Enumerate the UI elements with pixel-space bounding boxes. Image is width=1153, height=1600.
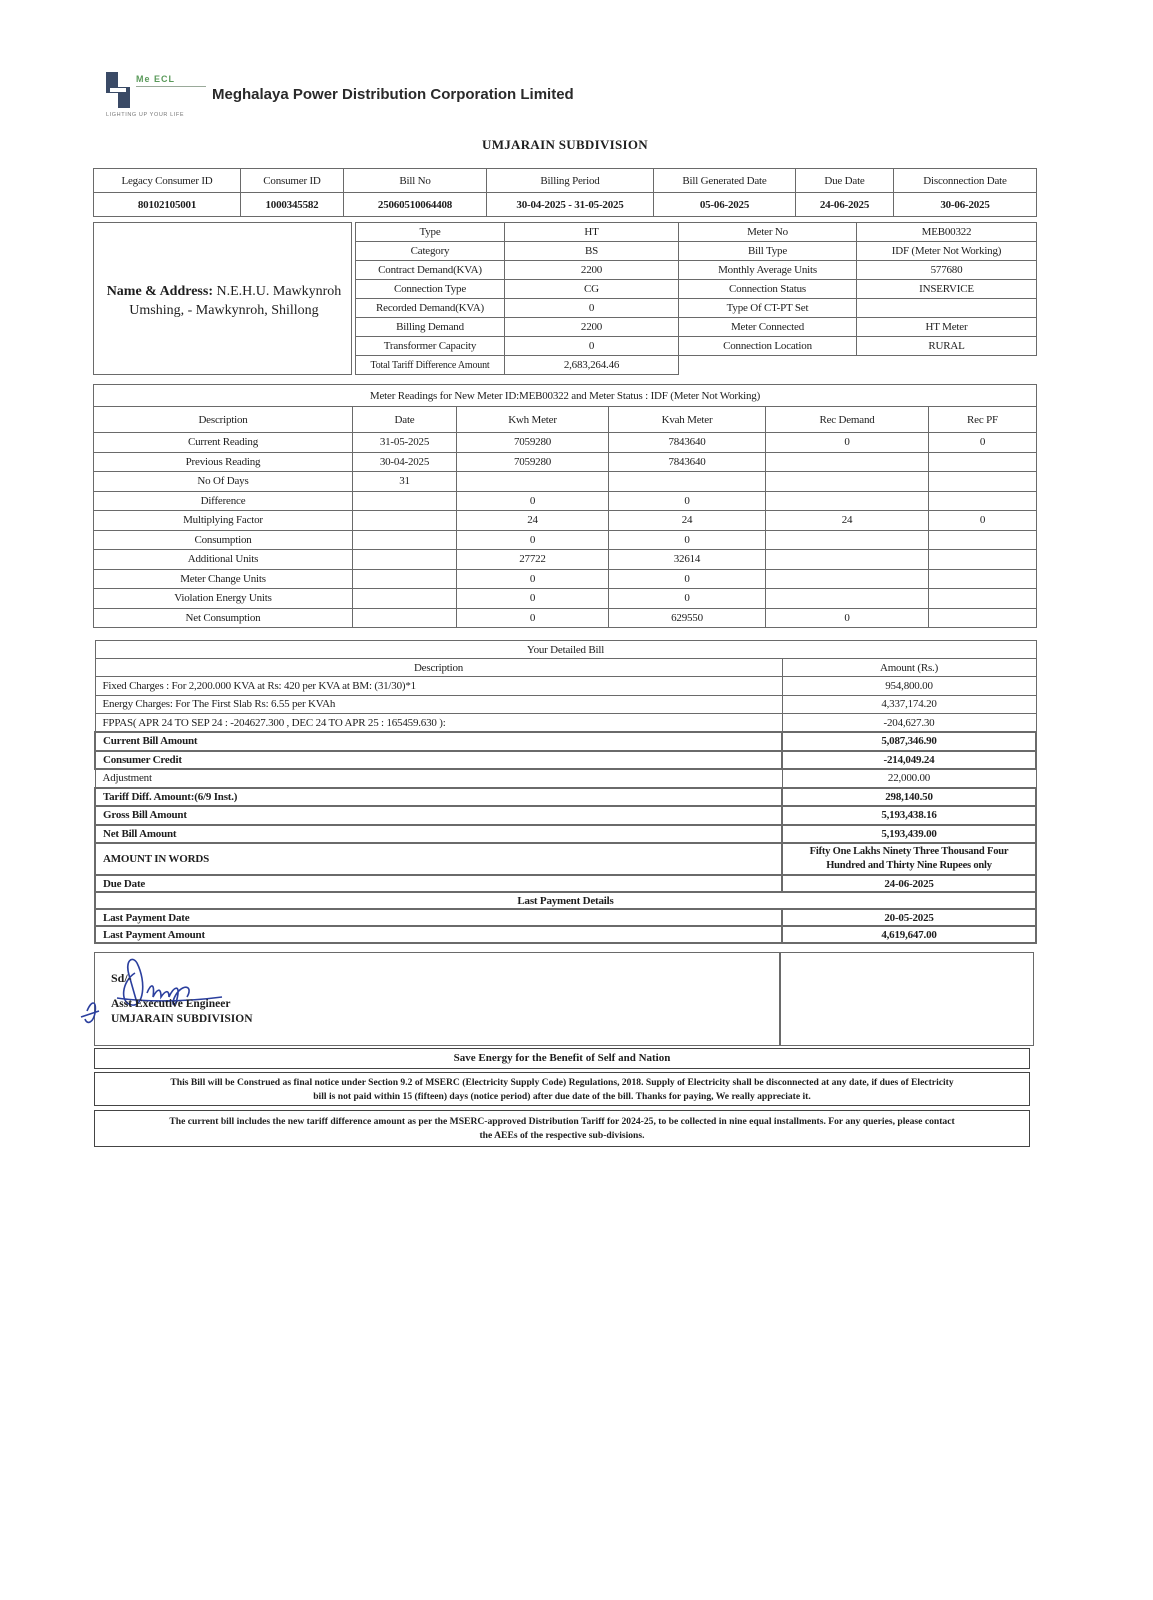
value-meter-connected: HT Meter (857, 318, 1037, 337)
value-bill-no: 25060510064408 (344, 193, 487, 217)
mr-cell: 7059280 (457, 452, 609, 472)
label-monthly-avg: Monthly Average Units (679, 261, 857, 280)
address-line: Umshing, - Mawkynroh, Shillong (129, 303, 319, 318)
mr-cell (766, 530, 929, 550)
mr-cell: Meter Change Units (94, 569, 353, 589)
save-energy-note (94, 1048, 1030, 1069)
mr-cell: 0 (457, 589, 609, 609)
amount-in-words-line1: Fifty One Lakhs Ninety Three Thousand Four (809, 846, 1009, 857)
table-row (95, 769, 1036, 788)
label-bill-type: Bill Type (679, 242, 857, 261)
mr-cell (929, 569, 1037, 589)
value-meter-no: MEB00322 (857, 223, 1037, 242)
bill-desc: FPPAS( APR 24 TO SEP 24 : -204627.300 , DEC 24 TO APR 25 : 165459.630 ): (95, 714, 782, 733)
header-consumer-id: Consumer ID (241, 169, 344, 193)
final-notice-box (94, 1072, 1030, 1106)
mr-cell: 32614 (609, 550, 766, 570)
meter-readings-table (93, 384, 1037, 628)
mr-cell: Multiplying Factor (94, 511, 353, 531)
mr-cell (609, 472, 766, 492)
due-date-value: 24-06-2025 (782, 875, 1036, 892)
bill-desc-header: Description (95, 659, 782, 677)
mr-cell (766, 550, 929, 570)
bill-amount: 22,000.00 (782, 769, 1036, 788)
label-connection-type: Connection Type (356, 280, 505, 299)
bill-desc: Gross Bill Amount (95, 806, 782, 825)
bill-desc: Energy Charges: For The First Slab Rs: 6.55 per KVAh (95, 695, 782, 714)
bill-desc: Tariff Diff. Amount:(6/9 Inst.) (95, 788, 782, 807)
mr-cell: 0 (766, 433, 929, 453)
tariff-line2: the AEEs of the respective sub-divisions. (479, 1130, 645, 1141)
header-billing-period: Billing Period (487, 169, 654, 193)
mr-cell: 24 (609, 511, 766, 531)
amount-in-words-label: AMOUNT IN WORDS (95, 843, 782, 875)
mr-cell: 0 (609, 491, 766, 511)
mr-cell: 0 (609, 530, 766, 550)
signatory-role: Asst Executive Engineer (111, 998, 231, 1010)
label-meter-no: Meter No (679, 223, 857, 242)
mr-header-kwh: Kwh Meter (457, 407, 609, 433)
mr-cell: 0 (457, 491, 609, 511)
mr-cell: Current Reading (94, 433, 353, 453)
notice-line1: This Bill will be Construed as final notice under Section 9.2 of MSERC (Electricity Supply Code) Regulations, 2018. Supply of Electricity shall be disconnected at any date, if dues of Electricity (170, 1077, 954, 1088)
table-row (95, 714, 1036, 733)
mr-cell: 27722 (457, 550, 609, 570)
mr-cell: 0 (609, 569, 766, 589)
mr-cell: 24 (766, 511, 929, 531)
bill-amount: -214,049.24 (782, 751, 1036, 770)
mr-cell: 0 (457, 530, 609, 550)
label-contract-demand: Contract Demand(KVA) (356, 261, 505, 280)
mr-cell: 30-04-2025 (353, 452, 457, 472)
mr-cell (353, 589, 457, 609)
mr-header-description: Description (94, 407, 353, 433)
consumer-address (96, 282, 352, 320)
sd-text: Sd/- (111, 971, 132, 985)
value-billing-demand: 2200 (505, 318, 679, 337)
label-connection-status: Connection Status (679, 280, 857, 299)
last-payment-title: Last Payment Details (95, 892, 1036, 909)
value-category: BS (505, 242, 679, 261)
bill-summary-table (93, 168, 1037, 217)
mr-cell (353, 530, 457, 550)
mr-cell (353, 608, 457, 628)
mr-cell: Additional Units (94, 550, 353, 570)
value-contract-demand: 2200 (505, 261, 679, 280)
amount-in-words (782, 843, 1036, 875)
value-disconnection: 30-06-2025 (894, 193, 1037, 217)
bill-amount: 298,140.50 (782, 788, 1036, 807)
mr-cell: Previous Reading (94, 452, 353, 472)
signature-right-box (780, 952, 1034, 1046)
table-row (95, 788, 1036, 807)
bill-desc: Fixed Charges : For 2,200.000 KVA at Rs: 420 per KVA at BM: (31/30)*1 (95, 677, 782, 696)
label-tariff-diff: Total Tariff Difference Amount (356, 356, 505, 375)
bill-amount: 4,337,174.20 (782, 695, 1036, 714)
table-row (94, 491, 1037, 511)
header-due-date: Due Date (796, 169, 894, 193)
header-legacy-id: Legacy Consumer ID (94, 169, 241, 193)
value-bill-generated: 05-06-2025 (654, 193, 796, 217)
mr-cell: Consumption (94, 530, 353, 550)
mr-cell: 31-05-2025 (353, 433, 457, 453)
name-label: Name & Address: (106, 284, 213, 299)
mr-header-rec-demand: Rec Demand (766, 407, 929, 433)
value-ctpt (857, 299, 1037, 318)
tariff-line1: The current bill includes the new tariff difference amount as per the MSERC-approved Distribution Tariff for 2024-25, to be collected in nine equal installments. For any queries, please contact (169, 1116, 955, 1127)
mr-cell: 0 (929, 511, 1037, 531)
subdivision-title: UMJARAIN SUBDIVISION (482, 137, 648, 152)
bill-desc: Consumer Credit (95, 751, 782, 770)
mr-cell (929, 550, 1037, 570)
value-transformer: 0 (505, 337, 679, 356)
table-row (94, 472, 1037, 492)
mr-cell (353, 550, 457, 570)
bill-desc: Adjustment (95, 769, 782, 788)
mr-cell (929, 589, 1037, 609)
signature-area (94, 952, 780, 1046)
label-connection-location: Connection Location (679, 337, 857, 356)
label-recorded-demand: Recorded Demand(KVA) (356, 299, 505, 318)
last-payment-amount-label: Last Payment Amount (95, 926, 782, 943)
mr-cell (353, 569, 457, 589)
mr-cell (929, 608, 1037, 628)
mr-cell: 24 (457, 511, 609, 531)
label-ctpt: Type Of CT-PT Set (679, 299, 857, 318)
table-row (94, 550, 1037, 570)
mr-cell: No Of Days (94, 472, 353, 492)
notice-line2: bill is not paid within 15 (fifteen) days (notice period) after due date of the bill. Thanks for paying, We really appreciate it. (313, 1091, 811, 1102)
bill-title: Your Detailed Bill (95, 641, 1036, 659)
mr-cell (766, 452, 929, 472)
bill-amount: 5,193,439.00 (782, 825, 1036, 844)
table-row (95, 732, 1036, 751)
bill-amount: 954,800.00 (782, 677, 1036, 696)
value-type: HT (505, 223, 679, 242)
value-monthly-avg: 577680 (857, 261, 1037, 280)
table-row (94, 589, 1037, 609)
mr-cell (929, 472, 1037, 492)
value-connection-type: CG (505, 280, 679, 299)
mr-cell (929, 491, 1037, 511)
mr-cell (766, 589, 929, 609)
mr-cell: 31 (353, 472, 457, 492)
mr-cell: Difference (94, 491, 353, 511)
logo-text: Me ECL (136, 74, 176, 84)
label-transformer: Transformer Capacity (356, 337, 505, 356)
value-bill-type: IDF (Meter Not Working) (857, 242, 1037, 261)
mr-cell: 7843640 (609, 433, 766, 453)
bill-amount: 5,087,346.90 (782, 732, 1036, 751)
table-row (94, 608, 1037, 628)
label-category: Category (356, 242, 505, 261)
table-row (94, 452, 1037, 472)
last-payment-date: 20-05-2025 (782, 909, 1036, 926)
table-row (94, 511, 1037, 531)
bill-amount: 5,193,438.16 (782, 806, 1036, 825)
value-connection-location: RURAL (857, 337, 1037, 356)
mr-cell (929, 530, 1037, 550)
mr-header-rec-pf: Rec PF (929, 407, 1037, 433)
table-row (94, 433, 1037, 453)
mr-cell: Violation Energy Units (94, 589, 353, 609)
mr-cell (929, 452, 1037, 472)
label-meter-connected: Meter Connected (679, 318, 857, 337)
table-row (94, 569, 1037, 589)
signatory-office: UMJARAIN SUBDIVISION (111, 1013, 253, 1025)
mr-header-kvah: Kvah Meter (609, 407, 766, 433)
label-billing-demand: Billing Demand (356, 318, 505, 337)
table-row (95, 677, 1036, 696)
company-name: Meghalaya Power Distribution Corporation Limited (212, 86, 574, 103)
bill-desc: Current Bill Amount (95, 732, 782, 751)
logo-tagline: LIGHTING UP YOUR LIFE (106, 112, 185, 118)
last-payment-date-label: Last Payment Date (95, 909, 782, 926)
detailed-bill-table (94, 640, 1037, 944)
mr-cell: 7843640 (609, 452, 766, 472)
mr-cell (766, 569, 929, 589)
consumer-details-table (355, 222, 1037, 375)
value-connection-status: INSERVICE (857, 280, 1037, 299)
meter-readings-title: Meter Readings for New Meter ID:MEB00322 and Meter Status : IDF (Meter Not Working) (94, 385, 1037, 407)
consumer-name: N.E.H.U. Mawkynroh (216, 284, 342, 299)
table-row (95, 751, 1036, 770)
header-bill-generated: Bill Generated Date (654, 169, 796, 193)
amount-in-words-line2: Hundred and Thirty Nine Rupees only (826, 860, 992, 871)
due-date-label: Due Date (95, 875, 782, 892)
label-type: Type (356, 223, 505, 242)
mr-cell: 0 (457, 608, 609, 628)
mr-cell (766, 491, 929, 511)
value-due-date: 24-06-2025 (796, 193, 894, 217)
mr-cell (766, 472, 929, 492)
value-billing-period: 30-04-2025 - 31-05-2025 (487, 193, 654, 217)
mr-cell: 629550 (609, 608, 766, 628)
table-row (95, 806, 1036, 825)
mr-cell: 7059280 (457, 433, 609, 453)
header-disconnection: Disconnection Date (894, 169, 1037, 193)
bill-desc: Net Bill Amount (95, 825, 782, 844)
bill-amount-header: Amount (Rs.) (782, 659, 1036, 677)
last-payment-amount: 4,619,647.00 (782, 926, 1036, 943)
company-logo-icon (106, 72, 208, 120)
mr-cell (353, 491, 457, 511)
mr-cell: 0 (609, 589, 766, 609)
mr-header-date: Date (353, 407, 457, 433)
mr-cell: 0 (457, 569, 609, 589)
table-row (95, 695, 1036, 714)
header-bill-no: Bill No (344, 169, 487, 193)
bill-amount: -204,627.30 (782, 714, 1036, 733)
table-row (94, 530, 1037, 550)
save-energy-text: Save Energy for the Benefit of Self and Nation (453, 1052, 671, 1064)
value-consumer-id: 1000345582 (241, 193, 344, 217)
value-tariff-diff: 2,683,264.46 (505, 356, 679, 375)
table-row (95, 825, 1036, 844)
value-legacy-id: 80102105001 (94, 193, 241, 217)
tariff-notice-box (94, 1110, 1030, 1147)
value-recorded-demand: 0 (505, 299, 679, 318)
mr-cell: 0 (766, 608, 929, 628)
mr-cell (353, 511, 457, 531)
mr-cell: Net Consumption (94, 608, 353, 628)
mr-cell: 0 (929, 433, 1037, 453)
mr-cell (457, 472, 609, 492)
